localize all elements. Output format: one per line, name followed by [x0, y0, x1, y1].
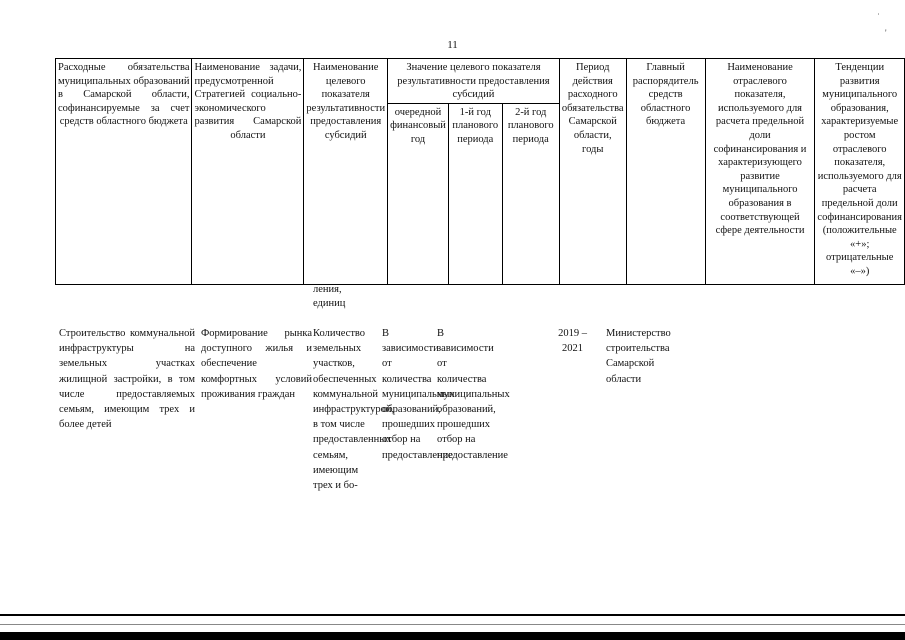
row-manager: Министерство строительства Самарской области	[606, 328, 671, 385]
row-task: Формирование рынка доступного жилья и обеспечение комфортных условий проживания граждан	[201, 328, 312, 400]
header-sector-indicator: Наименование отраслевого показателя, используемого для расчета предельной доли софинансирования и характеризующего развитие муниципального образования в соответствующей сфере деятельности	[705, 59, 815, 285]
header-plan-year-1: 1-й год планового периода	[448, 103, 502, 284]
page-number: 11	[447, 39, 458, 51]
scan-mark: '	[885, 28, 887, 38]
header-continuation: ления, единиц	[313, 284, 346, 309]
row-period: 2019 – 2021	[558, 328, 587, 355]
header-manager: Главный распорядитель средств областного бюджета	[626, 59, 705, 285]
header-indicator: Наименование целевого показателя результативности предоставления субсидий	[304, 59, 388, 285]
header-trends: Тенденции развития муниципального образования, характеризуемые ростом отраслевого показателя, используемого для расчета предельной доли софинансирования (положительные «+»; отрицательные «–»)	[815, 59, 905, 285]
row-value-next-year: В зависимости от количества муниципальных образований, прошедших отбор на предоставление	[382, 328, 455, 461]
row-value-plan-year-1: В зависимости от количества муниципальных образований, прошедших отбор на предоставление	[437, 328, 510, 461]
row-indicator: Количество земельных участков, обеспеченных коммунальной инфраструктурой, в том числе предоставленных семьям, имеющим трех и бо-	[313, 328, 395, 492]
scan-border	[0, 614, 905, 616]
header-period: Период действия расходного обязательства Самарской области, годы	[559, 59, 626, 285]
scan-border	[0, 624, 905, 625]
header-obligations: Расходные обязательства муниципальных образований в Самарской области, софинансируемые за счет средств областного бюджета	[56, 59, 192, 285]
table-header	[55, 58, 905, 285]
scan-mark: ˙	[877, 12, 880, 22]
header-next-year: очередной финансовый год	[388, 103, 449, 284]
row-obligation: Строительство коммунальной инфраструктуры на земельных участках жилищной застройки, в том числе предоставляемых семьям, имеющим трех и более детей	[59, 328, 195, 431]
scan-border	[0, 632, 905, 640]
header-indicator-values: Значение целевого показателя результативности предоставления субсидий	[388, 59, 560, 104]
header-plan-year-2: 2-й год планового периода	[502, 103, 559, 284]
header-task: Наименование задачи, предусмотренной Стратегией социально-экономического развития Самарской области	[192, 59, 304, 285]
